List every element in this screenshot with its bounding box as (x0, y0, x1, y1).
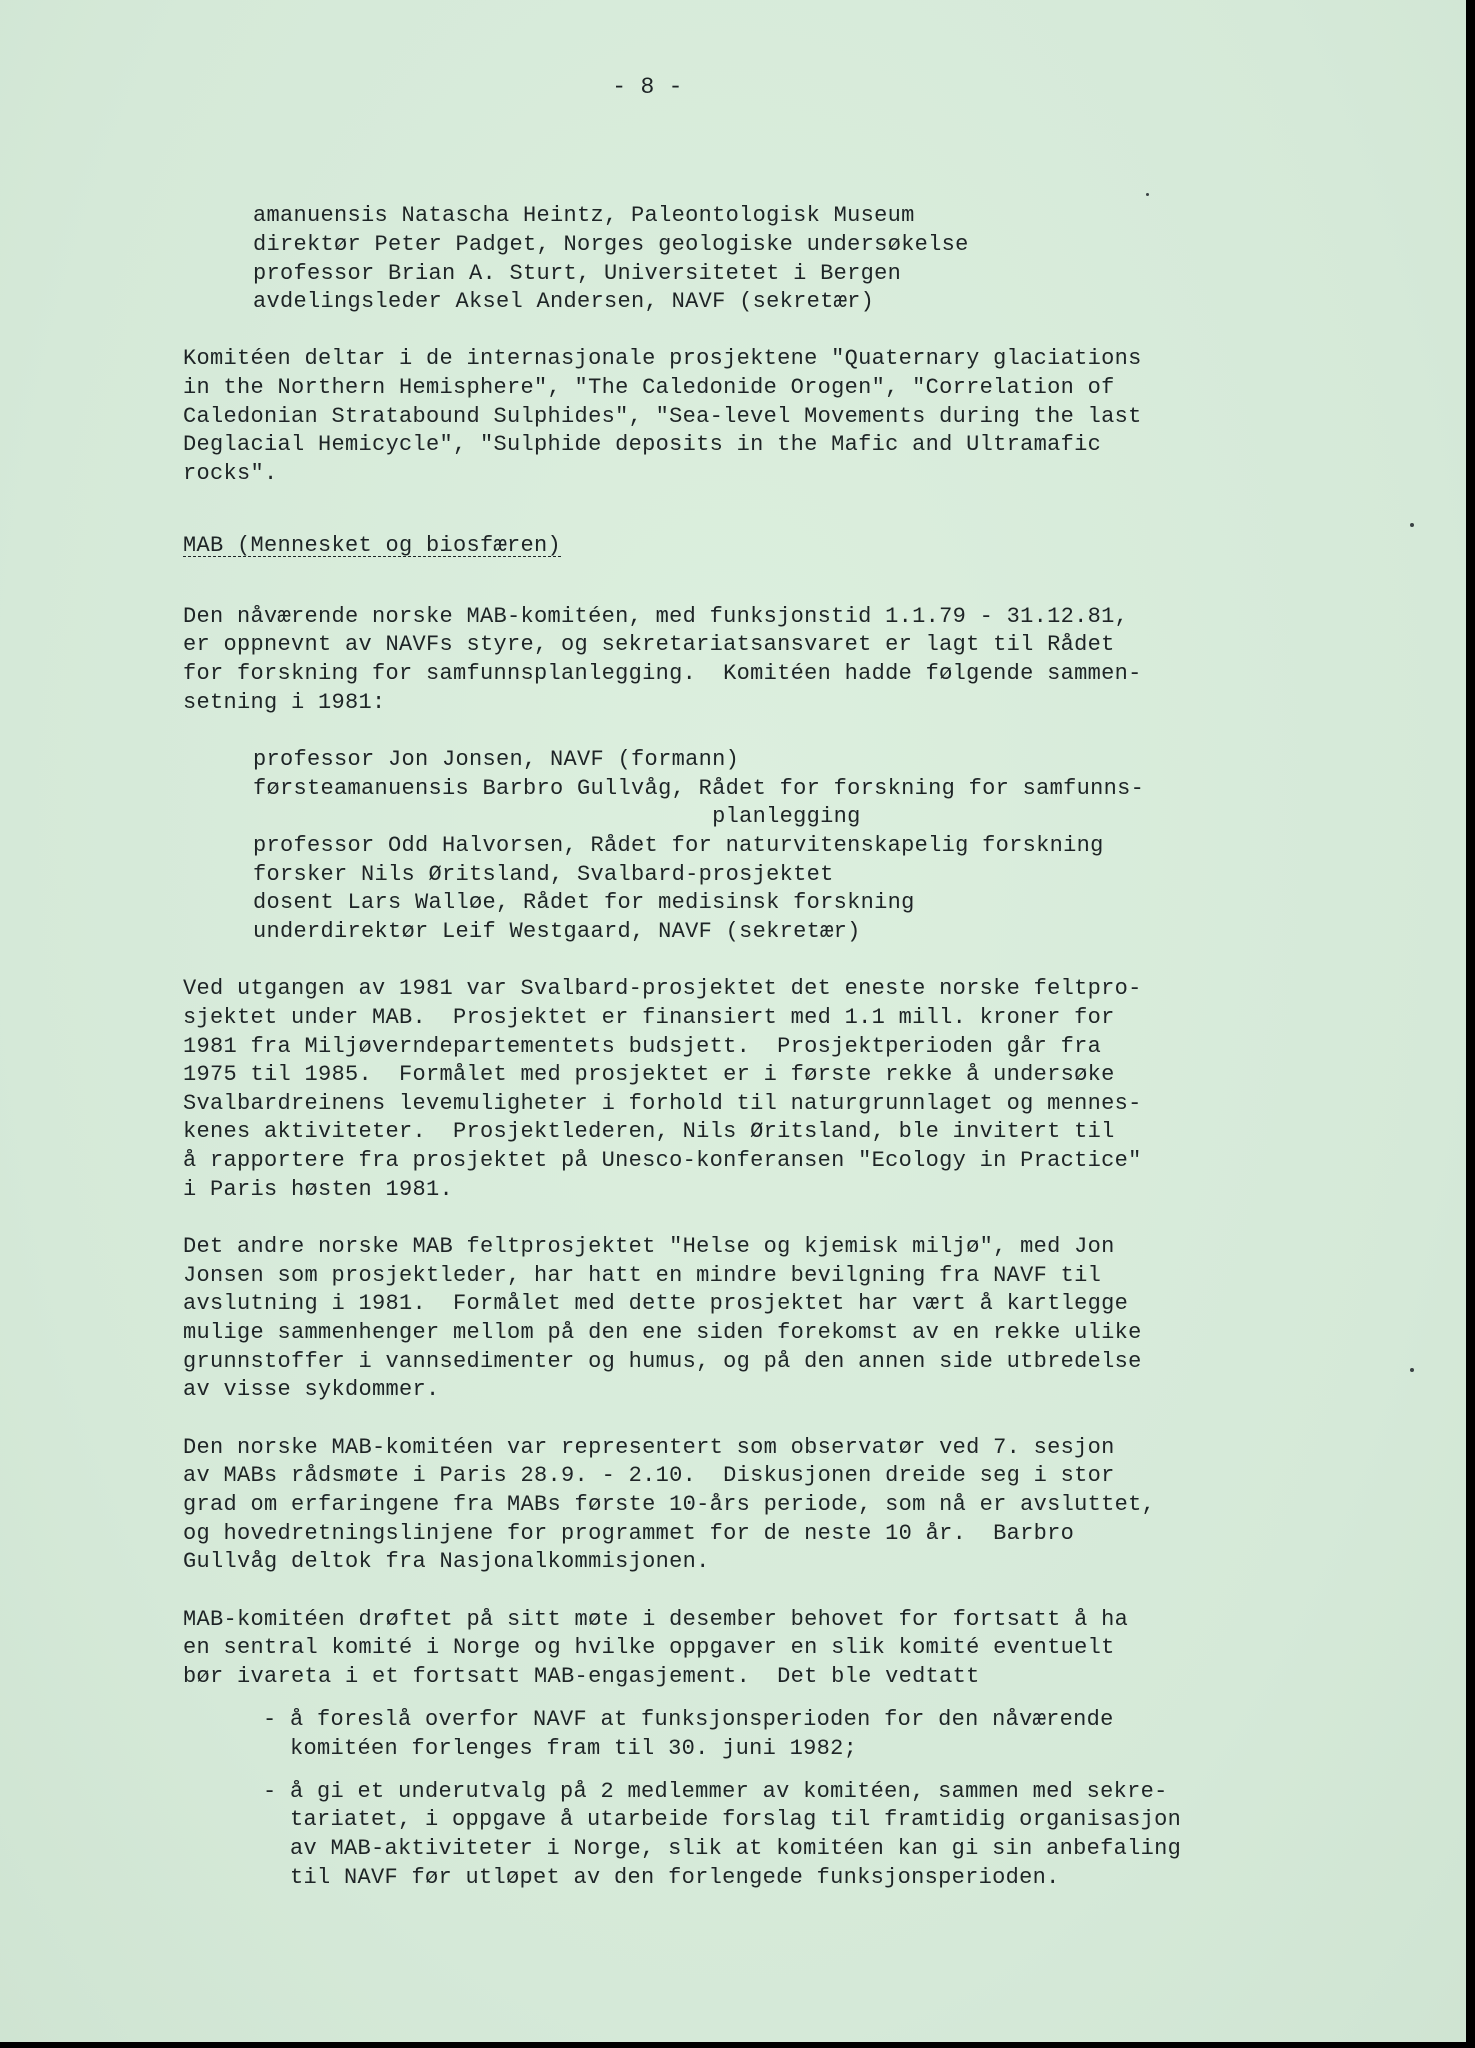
bullet-line: av MAB-aktiviteter i Norge, slik at komitéen kan gi sin anbefaling (263, 1836, 1182, 1861)
member-line: underdirektør Leif Westgaard, NAVF (sekretær) (253, 919, 861, 944)
text-line: Det andre norske MAB feltprosjektet "Helse og kjemisk miljø", med Jon (183, 1234, 1115, 1259)
text-line: av visse sykdommer. (183, 1377, 440, 1402)
member-line: professor Brian A. Sturt, Universitetet i Bergen (253, 261, 902, 286)
member-line: førsteamanuensis Barbro Gullvåg, Rådet for forskning for samfunns- (253, 776, 1145, 801)
member-line: forsker Nils Øritsland, Svalbard-prosjektet (253, 862, 834, 887)
text-line: grunnstoffer i vannsedimenter og humus, og på den annen side utbredelse (183, 1349, 1142, 1374)
bullet-line: tariatet, i oppgave å utarbeide forslag til framtidig organisasjon (263, 1807, 1182, 1832)
member-line: dosent Lars Walløe, Rådet for medisinsk forskning (253, 890, 915, 915)
text-line: Jonsen som prosjektleder, har hatt en mindre bevilgning fra NAVF til (183, 1263, 1102, 1288)
bullet-line: - å gi et underutvalg på 2 medlemmer av komitéen, sammen med sekre- (263, 1779, 1168, 1804)
text-line: bør ivareta i et fortsatt MAB-engasjement. Det ble vedtatt (183, 1664, 980, 1689)
text-line: å rapportere fra prosjektet på Unesco-konferansen "Ecology in Practice" (183, 1148, 1142, 1173)
text-line: Svalbardreinens levemuligheter i forhold til naturgrunnlaget og mennes- (183, 1091, 1142, 1116)
text-line: av MABs rådsmøte i Paris 28.9. - 2.10. Diskusjonen dreide seg i stor (183, 1463, 1115, 1488)
text-line: Den nåværende norske MAB-komitéen, med funksjonstid 1.1.79 - 31.12.81, (183, 604, 1129, 629)
text-line: avslutning i 1981. Formålet med dette prosjektet har vært å kartlegge (183, 1291, 1129, 1316)
member-line: avdelingsleder Aksel Andersen, NAVF (sekretær) (253, 289, 875, 314)
text-line: en sentral komité i Norge og hvilke oppgaver en slik komité eventuelt (183, 1635, 1115, 1660)
text-line: Ved utgangen av 1981 var Svalbard-prosjektet det eneste norske feltpro- (183, 976, 1142, 1001)
text-line: grad om erfaringene fra MABs første 10-års periode, som nå er avsluttet, (183, 1492, 1156, 1517)
text-line: 1981 fra Miljøverndepartementets budsjett. Prosjektperioden går fra (183, 1034, 1102, 1059)
text-line: mulige sammenhenger mellom på den ene siden forekomst av en rekke ulike (183, 1320, 1142, 1345)
text-line: MAB-komitéen drøftet på sitt møte i desember behovet for fortsatt å ha (183, 1607, 1129, 1632)
text-line: setning i 1981: (183, 690, 386, 715)
scan-speck (1146, 193, 1149, 196)
text-line: og hovedretningslinjene for programmet for de neste 10 år. Barbro (183, 1521, 1075, 1546)
member-line: professor Jon Jonsen, NAVF (formann) (253, 747, 740, 772)
text-line: Deglacial Hemicycle", "Sulphide deposits in the Mafic and Ultramafic (183, 432, 1102, 457)
member-line: professor Odd Halvorsen, Rådet for naturvitenskapelig forskning (253, 833, 1104, 858)
text-line: Gullvåg deltok fra Nasjonalkommisjonen. (183, 1549, 710, 1574)
bullet-line: til NAVF før utløpet av den forlengede funksjonsperioden. (263, 1865, 1060, 1890)
bullet-line: - å foreslå overfor NAVF at funksjonsperioden for den nåværende (263, 1707, 1114, 1732)
text-line: Komitéen deltar i de internasjonale prosjektene "Quaternary glaciations (183, 346, 1142, 371)
text-line: in the Northern Hemisphere", "The Caledonide Orogen", "Correlation of (183, 375, 1115, 400)
member-line: amanuensis Natascha Heintz, Paleontologisk Museum (253, 203, 915, 228)
text-line: sjektet under MAB. Prosjektet er finansiert med 1.1 mill. kroner for (183, 1005, 1115, 1030)
text-line: Den norske MAB-komitéen var representert som observatør ved 7. sesjon (183, 1435, 1115, 1460)
text-line: 1975 til 1985. Formålet med prosjektet er i første rekke å undersøke (183, 1062, 1115, 1087)
scan-speck (1410, 523, 1414, 527)
page-number: - 8 - (612, 74, 683, 100)
text-line: rocks". (183, 461, 278, 486)
text-line: er oppnevnt av NAVFs styre, og sekretariatsansvaret er lagt til Rådet (183, 632, 1115, 657)
section-heading-mab: MAB (Mennesket og biosfæren) (183, 533, 562, 558)
text-line: kenes aktiviteter. Prosjektlederen, Nils Øritsland, ble invitert til (183, 1119, 1115, 1144)
bullet-line: komitéen forlenges fram til 30. juni 1982; (263, 1736, 858, 1761)
text-line: i Paris høsten 1981. (183, 1177, 454, 1202)
member-line: planlegging (253, 804, 861, 829)
member-line: direktør Peter Padget, Norges geologiske undersøkelse (253, 232, 969, 257)
text-line: for forskning for samfunnsplanlegging. Komitéen hadde følgende sammen- (183, 661, 1142, 686)
text-line: Caledonian Stratabound Sulphides", "Sea-level Movements during the last (183, 404, 1142, 429)
scan-speck (1410, 1368, 1414, 1372)
